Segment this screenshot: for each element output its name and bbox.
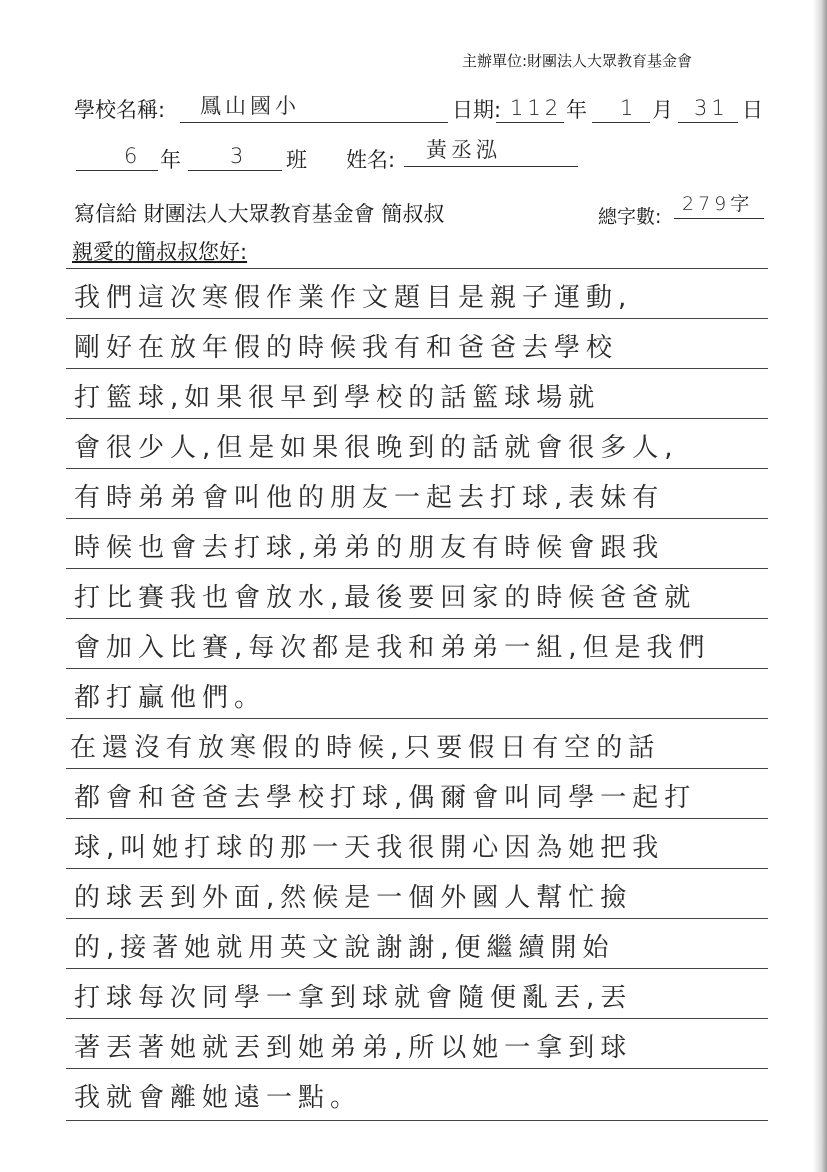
letter-line: 在還沒有放寒假的時候,只要假日有空的話 <box>70 733 661 763</box>
ruled-line <box>66 1120 768 1121</box>
ruled-line <box>66 668 768 669</box>
school-field <box>180 92 448 123</box>
year-value: 112 <box>510 96 563 120</box>
day-field <box>678 92 738 123</box>
ruled-line <box>66 468 768 469</box>
letter-line: 會加入比賽,每次都是我和弟弟一組,但是我們 <box>74 633 711 663</box>
day-value: 31 <box>694 96 729 120</box>
name-field <box>404 136 578 167</box>
letter-line: 打比賽我也會放水,最後要回家的時候爸爸就 <box>74 583 697 613</box>
grade-value: 6 <box>124 144 142 168</box>
ruled-line <box>66 1018 768 1019</box>
word-count-label: 總字數: <box>598 206 662 228</box>
letter-line: 打球每次同學一拿到球就會隨便亂丟,丟 <box>74 983 633 1013</box>
month-value: 1 <box>620 96 638 120</box>
greeting: 親愛的簡叔叔您好: <box>72 240 248 264</box>
class-value: 3 <box>230 144 248 168</box>
letter-recipient: 寫信給 財團法人大眾教育基金會 簡叔叔 <box>74 202 445 226</box>
grade-field <box>76 140 158 171</box>
letter-line: 都打贏他們。 <box>74 683 267 713</box>
ruled-line <box>66 768 768 769</box>
word-count-field <box>674 188 764 219</box>
class-field <box>188 140 282 171</box>
ruled-line <box>66 868 768 869</box>
school-value: 鳳山國小 <box>200 94 300 118</box>
letter-line: 打籃球,如果很早到學校的話籃球場就 <box>74 383 601 413</box>
day-label: 日 <box>742 98 763 122</box>
letter-line: 我就會離她遠一點。 <box>74 1083 363 1113</box>
letter-line: 的球丟到外面,然候是一個外國人幫忙撿 <box>74 883 633 913</box>
school-label: 學校名稱: <box>74 98 166 122</box>
ruled-line <box>66 968 768 969</box>
ruled-line <box>66 918 768 919</box>
ruled-line <box>66 818 768 819</box>
year-field <box>496 92 564 123</box>
ruled-line <box>66 268 768 269</box>
ruled-line <box>66 518 768 519</box>
ruled-line <box>66 1068 768 1069</box>
name-label: 姓名: <box>346 148 396 172</box>
date-label: 日期: <box>452 98 502 122</box>
letter-line: 時候也會去打球,弟弟的朋友有時候會跟我 <box>74 533 665 563</box>
letter-line: 有時弟弟會叫他的朋友一起去打球,表妹有 <box>74 483 665 513</box>
letter-line: 都會和爸爸去學校打球,偶爾會叫同學一起打 <box>74 783 697 813</box>
letter-line: 著丟著她就丟到她弟弟,所以她一拿到球 <box>74 1033 633 1063</box>
ruled-line <box>66 418 768 419</box>
month-field <box>592 92 650 123</box>
letter-line: 球,叫她打球的那一天我很開心因為她把我 <box>74 833 665 863</box>
grade-label: 年 <box>160 148 181 172</box>
letter-line: 剛好在放年假的時候我有和爸爸去學校 <box>74 333 619 363</box>
ruled-line <box>66 368 768 369</box>
word-count-value: 279字 <box>682 193 754 215</box>
sponsor-line: 主辦單位:財團法人大眾教育基金會 <box>462 52 693 70</box>
name-value: 黃丞泓 <box>426 138 501 162</box>
ruled-line <box>66 568 768 569</box>
month-label: 月 <box>652 98 673 122</box>
letter-line: 會很少人,但是如果很晚到的話就會很多人, <box>74 433 679 463</box>
scanned-page-edge <box>813 0 827 1172</box>
class-label: 班 <box>286 148 307 172</box>
ruled-line <box>66 618 768 619</box>
letter-line: 我們這次寒假作業作文題目是親子運動, <box>74 283 633 313</box>
ruled-line <box>66 318 768 319</box>
letter-line: 的,接著她就用英文說謝謝,便繼續開始 <box>74 933 615 963</box>
year-label: 年 <box>566 98 587 122</box>
ruled-line <box>66 718 768 719</box>
